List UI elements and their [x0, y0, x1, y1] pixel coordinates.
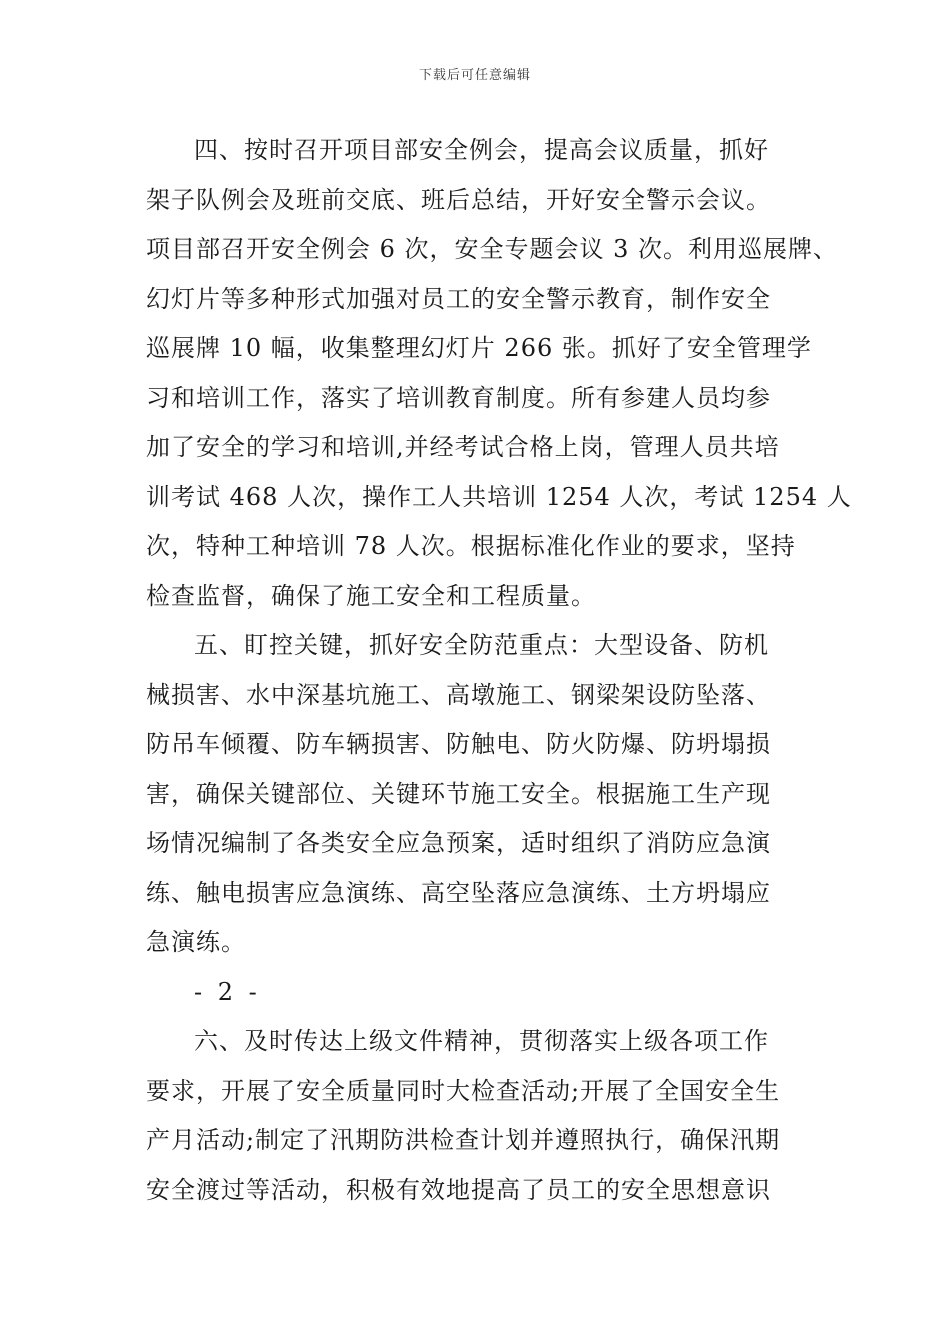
paragraph-6-line-3: 产月活动;制定了汛期防洪检查计划并遵照执行，确保汛期 — [146, 1126, 781, 1154]
paragraph-6-line-4: 安全渡过等活动，积极有效地提高了员工的安全思想意识 — [146, 1175, 771, 1204]
paragraph-5-line-4: 害，确保关键部位、关键环节施工安全。根据施工生产现 — [146, 779, 771, 808]
paragraph-4-line-7: 加了安全的学习和培训,并经考试合格上岗，管理人员共培 — [146, 433, 780, 461]
paragraph-5-line-3: 防吊车倾覆、防车辆损害、防触电、防火防爆、防坍塌损 — [146, 730, 771, 758]
paragraph-5-line-5: 场情况编制了各类安全应急预案，适时组织了消防应急演 — [146, 829, 771, 857]
page-header: 下载后可任意编辑 — [418, 68, 531, 83]
paragraph-6-line-1: 六、及时传达上级文件精神，贯彻落实上级各项工作 — [194, 1027, 769, 1055]
paragraph-4-line-9: 次，特种工种培训 78 人次。根据标准化作业的要求，坚持 — [146, 532, 796, 560]
paragraph-5-line-2: 械损害、水中深基坑施工、高墩施工、钢梁架设防坠落、 — [146, 680, 771, 709]
paragraph-4-line-4: 幻灯片等多种形式加强对员工的安全警示教育，制作安全 — [146, 284, 771, 313]
paragraph-4-line-1: 四、按时召开项目部安全例会，提高会议质量，抓好 — [194, 136, 769, 164]
paragraph-4-line-2: 架子队例会及班前交底、班后总结，开好安全警示会议。 — [146, 185, 771, 214]
paragraph-4-line-10: 检查监督，确保了施工安全和工程质量。 — [146, 581, 596, 610]
paragraph-5-line-6: 练、触电损害应急演练、高空坠落应急演练、土方坍塌应 — [146, 878, 771, 907]
paragraph-5-line-7: 急演练。 — [146, 928, 246, 956]
paragraph-4-line-6: 习和培训工作，落实了培训教育制度。所有参建人员均参 — [146, 383, 771, 412]
paragraph-4-line-5: 巡展牌 10 幅，收集整理幻灯片 266 张。抓好了安全管理学 — [146, 334, 812, 362]
document-body — [146, 126, 852, 1215]
paragraph-5-line-1: 五、盯控关键，抓好安全防范重点：大型设备、防机 — [194, 631, 769, 659]
paragraph-6-line-2: 要求，开展了安全质量同时大检查活动;开展了全国安全生 — [146, 1076, 781, 1105]
paragraph-4-line-3: 项目部召开安全例会 6 次，安全专题会议 3 次。利用巡展牌、 — [146, 235, 839, 263]
paragraph-4-line-8: 训考试 468 人次，操作工人共培训 1254 人次，考试 1254 人 — [146, 482, 852, 511]
page-number: - 2 - — [194, 977, 261, 1006]
